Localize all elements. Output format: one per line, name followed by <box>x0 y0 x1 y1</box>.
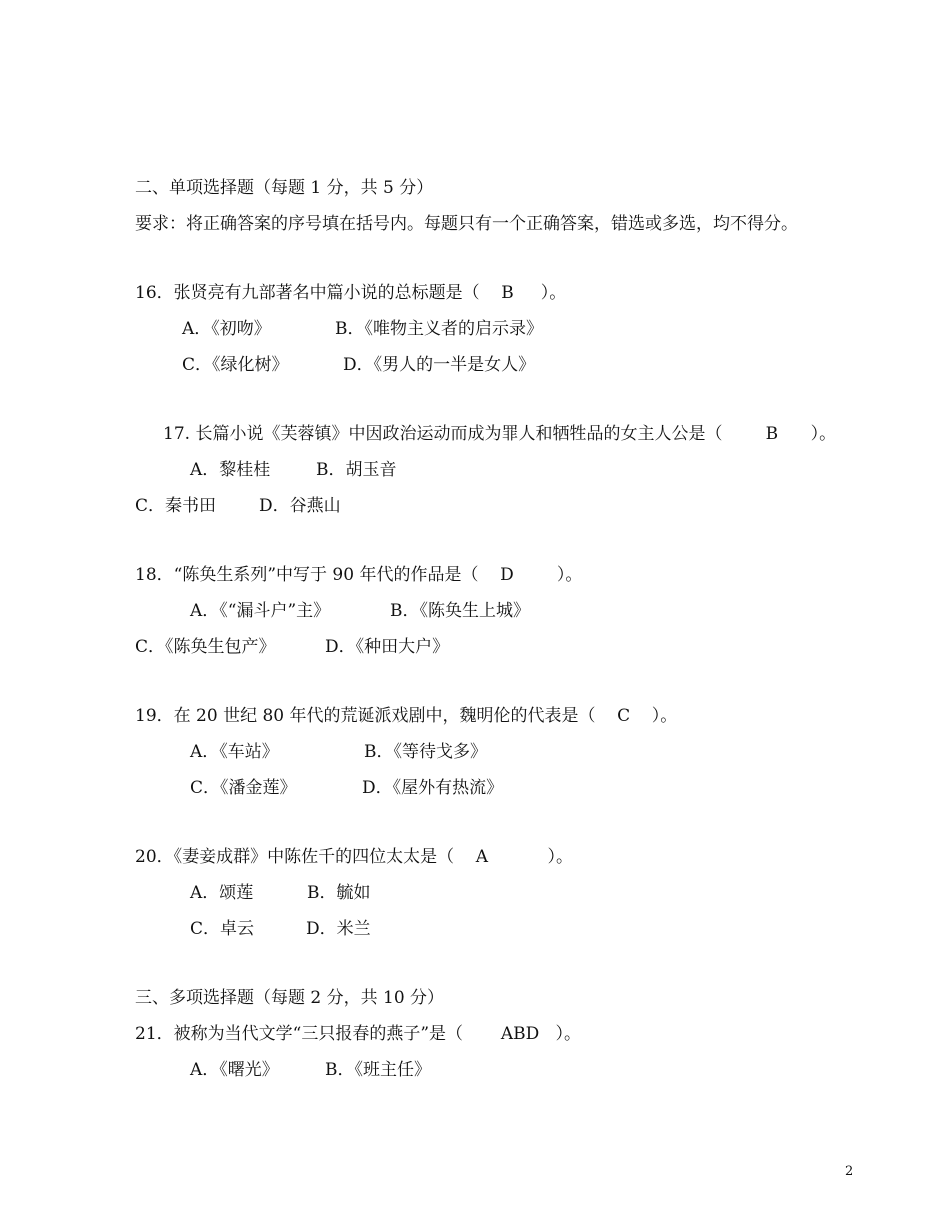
question-19-option-c: C．《潘金莲》 <box>190 778 297 798</box>
question-18-option-b: B．《陈奂生上城》 <box>390 601 530 621</box>
question-19-stem: 19．在 20 世纪 80 年代的荒诞派戏剧中，魏明伦的代表是（ C ）。 <box>135 706 678 726</box>
question-18-stem: 18．“陈奂生系列”中写于 90 年代的作品是（ D ）。 <box>135 565 583 585</box>
question-21-stem: 21．被称为当代文学“三只报春的燕子”是（ ABD ）。 <box>135 1024 581 1044</box>
question-21-option-b: B．《班主任》 <box>325 1060 431 1080</box>
question-16-option-a: A．《初吻》 <box>182 319 271 339</box>
question-19-option-b: B．《等待戈多》 <box>364 742 487 762</box>
section2-title: 二、单项选择题（每题 1 分，共 5 分） <box>135 178 434 198</box>
question-17-stem: 17. 长篇小说《芙蓉镇》中因政治运动而成为罪人和牺牲品的女主人公是（ B ）。 <box>163 424 837 444</box>
question-17-option-a: A．黎桂桂 <box>190 460 271 480</box>
question-16-option-b: B．《唯物主义者的启示录》 <box>335 319 543 339</box>
section3-title: 三、多项选择题（每题 2 分，共 10 分） <box>135 988 445 1008</box>
question-17-option-c: C．秦书田 <box>135 496 217 516</box>
question-20-option-b: B．毓如 <box>307 883 371 903</box>
question-18-option-a: A．《“漏斗户”主》 <box>190 601 331 621</box>
question-20-option-a: A．颂莲 <box>190 883 254 903</box>
question-17-option-d: D．谷燕山 <box>259 496 341 516</box>
question-21-option-a: A．《曙光》 <box>190 1060 279 1080</box>
question-16-option-d: D．《男人的一半是女人》 <box>343 355 536 375</box>
question-19-option-d: D．《屋外有热流》 <box>362 778 504 798</box>
question-16-stem: 16．张贤亮有九部著名中篇小说的总标题是（ B ）。 <box>135 283 567 303</box>
question-17-option-b: B．胡玉音 <box>316 460 397 480</box>
question-19-option-a: A．《车站》 <box>190 742 279 762</box>
question-18-option-d: D．《种田大户》 <box>325 637 450 657</box>
question-18-option-c: C．《陈奂生包产》 <box>135 637 276 657</box>
question-20-stem: 20．《妻妾成群》中陈佐千的四位太太是（ A ）。 <box>135 847 573 867</box>
question-20-option-d: D．米兰 <box>306 919 371 939</box>
question-20-option-c: C．卓云 <box>190 919 255 939</box>
page-number: 2 <box>845 1164 854 1179</box>
question-16-option-c: C．《绿化树》 <box>182 355 289 375</box>
section2-instruction: 要求：将正确答案的序号填在括号内。每题只有一个正确答案，错选或多选，均不得分。 <box>135 214 798 234</box>
